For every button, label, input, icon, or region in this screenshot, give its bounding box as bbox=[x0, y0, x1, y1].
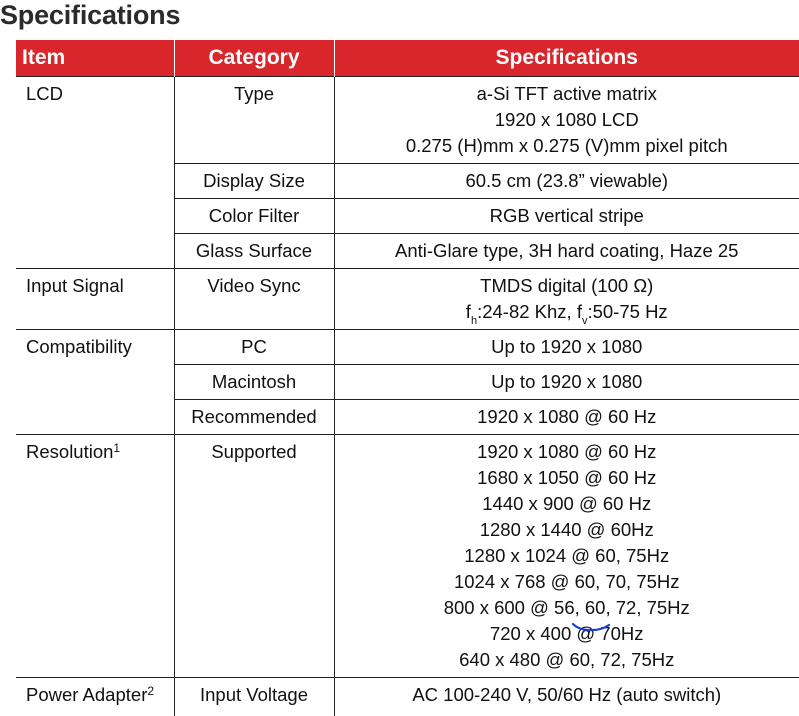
spec-cell bbox=[334, 199, 799, 234]
spec-cell bbox=[334, 400, 799, 435]
freq-symbol: f bbox=[577, 301, 582, 322]
item-cell: Input Signal bbox=[16, 269, 174, 330]
freq-subscript-v: v bbox=[582, 315, 588, 327]
spec-line: 640 x 480 @ 60, 72, 75Hz bbox=[343, 647, 792, 673]
table-row bbox=[16, 330, 799, 365]
specifications-table bbox=[16, 40, 799, 716]
spec-line: TMDS digital (100 Ω) bbox=[343, 273, 792, 299]
item-cell: Compatibility bbox=[16, 330, 174, 435]
spec-cell bbox=[334, 269, 799, 330]
item-cell bbox=[16, 435, 174, 678]
spec-line: Anti-Glare type, 3H hard coating, Haze 25 bbox=[343, 238, 792, 264]
spec-line: a-Si TFT active matrix bbox=[343, 81, 792, 107]
spec-line: 720 x 400 @ 70Hz bbox=[343, 621, 792, 647]
category-cell: Display Size bbox=[174, 164, 334, 199]
spec-line: 800 x 600 @ 56, 60, 72, 75Hz bbox=[343, 595, 792, 621]
spec-line: 1920 x 1080 @ 60 Hz bbox=[343, 404, 792, 430]
spec-line: 1440 x 900 @ 60 Hz bbox=[343, 491, 792, 517]
freq-range-h: :24-82 Khz, bbox=[477, 301, 577, 322]
footnote-marker: 2 bbox=[147, 684, 154, 698]
spec-line: Up to 1920 x 1080 bbox=[343, 334, 792, 360]
spec-cell bbox=[334, 678, 799, 716]
table-header-row bbox=[16, 40, 799, 77]
spec-cell bbox=[334, 234, 799, 269]
table-row bbox=[16, 435, 799, 678]
spec-line: 1920 x 1080 LCD bbox=[343, 107, 792, 133]
spec-cell bbox=[334, 330, 799, 365]
spec-line: 0.275 (H)mm x 0.275 (V)mm pixel pitch bbox=[343, 133, 792, 159]
spec-line: 1280 x 1440 @ 60Hz bbox=[343, 517, 792, 543]
category-cell: Supported bbox=[174, 435, 334, 678]
spec-line: RGB vertical stripe bbox=[343, 203, 792, 229]
category-cell: Glass Surface bbox=[174, 234, 334, 269]
item-label: Resolution bbox=[26, 441, 113, 462]
item-cell bbox=[16, 678, 174, 716]
footnote-marker: 1 bbox=[113, 441, 120, 455]
freq-range-v: :50-75 Hz bbox=[587, 301, 667, 322]
column-header-category: Category bbox=[174, 40, 334, 77]
spec-cell bbox=[334, 77, 799, 164]
spec-line: AC 100-240 V, 50/60 Hz (auto switch) bbox=[343, 682, 792, 708]
spec-cell bbox=[334, 435, 799, 678]
spec-line: 60.5 cm (23.8” viewable) bbox=[343, 168, 792, 194]
sync-frequency-line bbox=[343, 299, 792, 325]
category-cell: Macintosh bbox=[174, 365, 334, 400]
item-cell: LCD bbox=[16, 77, 174, 269]
category-cell: Color Filter bbox=[174, 199, 334, 234]
column-header-item: Item bbox=[16, 40, 174, 77]
spec-line: 1680 x 1050 @ 60 Hz bbox=[343, 465, 792, 491]
spec-line: Up to 1920 x 1080 bbox=[343, 369, 792, 395]
column-header-specifications: Specifications bbox=[334, 40, 799, 77]
table-row bbox=[16, 77, 799, 164]
spec-cell bbox=[334, 164, 799, 199]
category-cell: Recommended bbox=[174, 400, 334, 435]
category-cell: Video Sync bbox=[174, 269, 334, 330]
spec-cell bbox=[334, 365, 799, 400]
freq-subscript-h: h bbox=[471, 315, 477, 327]
freq-symbol: f bbox=[466, 301, 471, 322]
category-cell: Type bbox=[174, 77, 334, 164]
table-row bbox=[16, 269, 799, 330]
table-row bbox=[16, 678, 799, 716]
category-cell: Input Voltage bbox=[174, 678, 334, 716]
page-title: Specifications bbox=[0, 0, 180, 30]
spec-line: 1920 x 1080 @ 60 Hz bbox=[343, 439, 792, 465]
item-label: Power Adapter bbox=[26, 684, 147, 705]
category-cell: PC bbox=[174, 330, 334, 365]
spec-line: 1024 x 768 @ 60, 70, 75Hz bbox=[343, 569, 792, 595]
spec-line: 1280 x 1024 @ 60, 75Hz bbox=[343, 543, 792, 569]
